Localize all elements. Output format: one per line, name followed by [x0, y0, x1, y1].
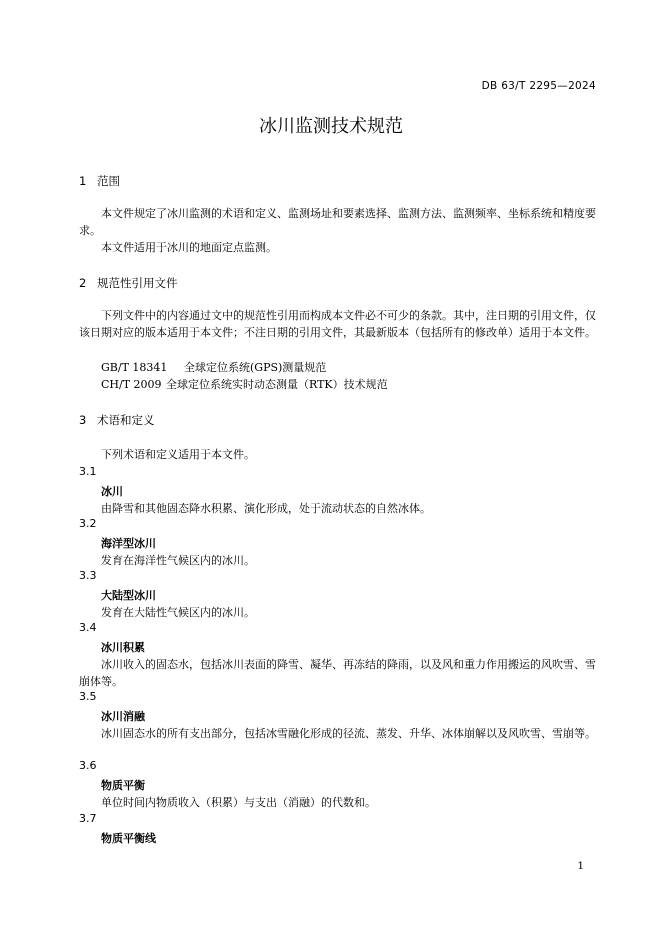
term-number: 3.6 [79, 759, 97, 772]
reference-item [101, 376, 388, 392]
term-name: 冰川消融 [101, 710, 145, 723]
paragraph: 下列文件中的内容通过文中的规范性引用而构成本文件必不可少的条款。其中，注日期的引用文件，仅该日期对应的版本适用于本文件；不注日期的引用文件，其最新版本（包括所有的修改单）适用于本文件。 [79, 309, 596, 339]
section-heading-2 [79, 275, 178, 291]
section-heading-3 [79, 412, 155, 428]
term-definition: 发育在大陆性气候区内的冰川。 [101, 606, 255, 619]
paragraph: 本文件适用于冰川的地面定点监测。 [101, 241, 277, 254]
term-definition: 由降雪和其他固态降水积累、演化形成，处于流动状态的自然冰体。 [101, 502, 431, 515]
term-number: 3.3 [79, 569, 97, 582]
section-title: 术语和定义 [97, 413, 155, 427]
document-number: DB 63/T 2295—2024 [481, 80, 596, 92]
reference-item [101, 359, 326, 375]
paragraph: 本文件规定了冰川监测的术语和定义、监测场址和要素选择、监测方法、监测频率、坐标系统和精度要求。 [79, 207, 596, 237]
term-number: 3.5 [79, 690, 97, 703]
term-name: 海洋型冰川 [101, 537, 156, 550]
page-number: 1 [577, 860, 584, 872]
page-title: 冰川监测技术规范 [259, 116, 403, 137]
term-definition: 单位时间内物质收入（积累）与支出（消融）的代数和。 [101, 796, 376, 809]
term-number: 3.1 [79, 465, 97, 478]
term-number: 3.7 [79, 812, 97, 825]
reference-code: GB/T 18341 [101, 361, 168, 374]
section-title: 范围 [97, 174, 120, 188]
term-definition: 冰川固态水的所有支出部分，包括冰雪融化形成的径流、蒸发、升华、冰体崩解以及风吹雪、雪崩等。 [101, 727, 596, 740]
section-number: 2 [79, 276, 87, 290]
section-title: 规范性引用文件 [97, 276, 178, 290]
term-number: 3.4 [79, 621, 97, 634]
term-definition: 冰川收入的固态水，包括冰川表面的降雪、凝华、再冻结的降雨，以及风和重力作用搬运的风吹雪、雪崩体等。 [79, 658, 596, 688]
section-heading-1 [79, 173, 120, 189]
paragraph: 下列术语和定义适用于本文件。 [101, 448, 255, 461]
term-name: 冰川 [101, 485, 123, 498]
reference-title: 全球定位系统实时动态测量（RTK）技术规范 [166, 378, 388, 391]
term-name: 大陆型冰川 [101, 589, 156, 602]
reference-code: CH/T 2009 [101, 378, 162, 391]
term-number: 3.2 [79, 517, 97, 530]
section-number: 1 [79, 174, 87, 188]
term-name: 物质平衡 [101, 779, 145, 792]
term-name: 物质平衡线 [101, 832, 156, 845]
term-name: 冰川积累 [101, 641, 145, 654]
reference-title: 全球定位系统(GPS)测量规范 [184, 361, 327, 374]
term-definition: 发育在海洋性气候区内的冰川。 [101, 554, 255, 567]
section-number: 3 [79, 413, 87, 427]
